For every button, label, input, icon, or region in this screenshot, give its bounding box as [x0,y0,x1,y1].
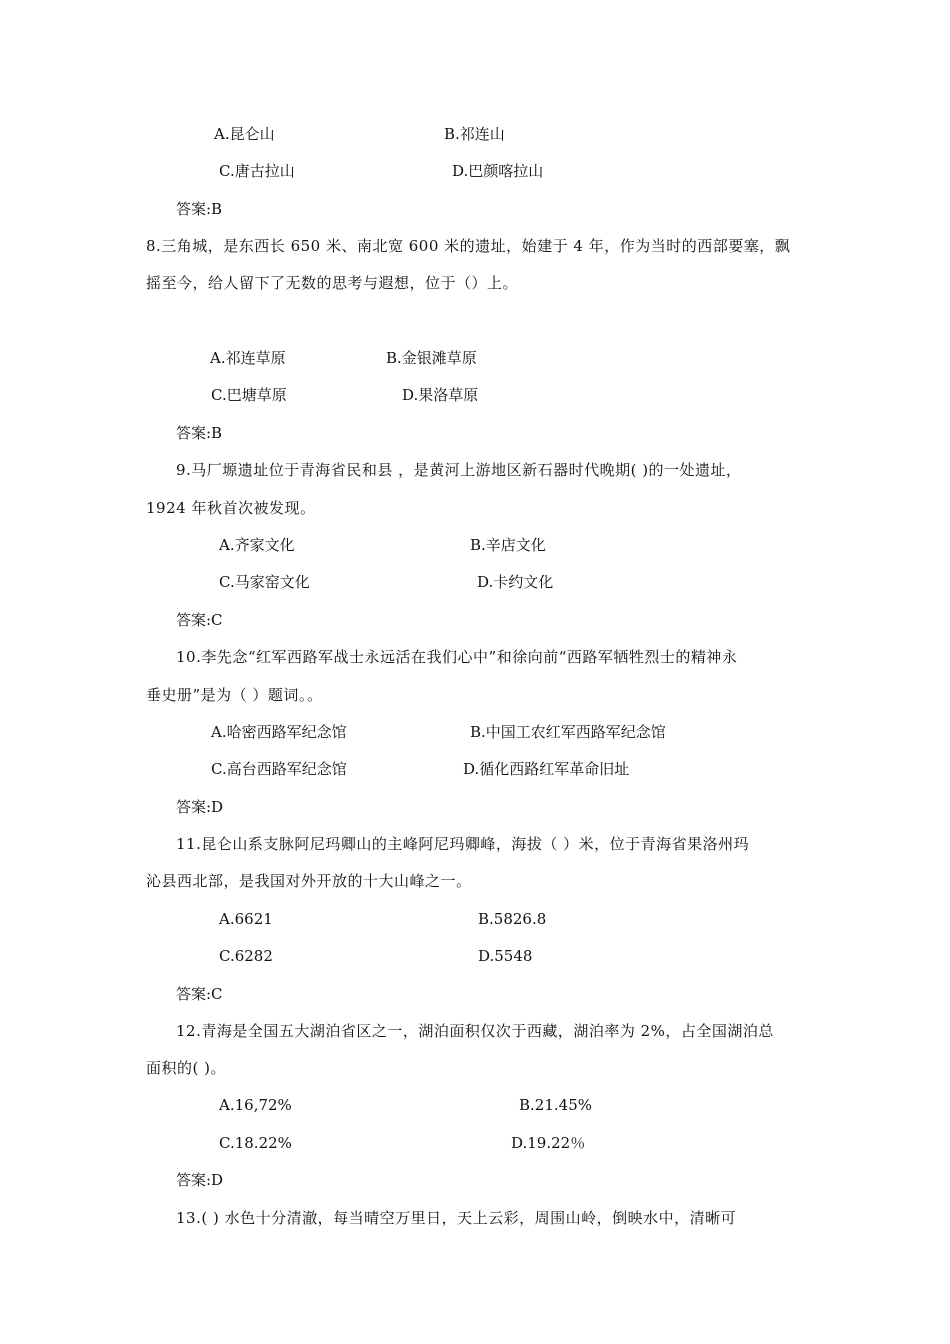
q11-option-d: D.5548 [478,947,533,965]
q9-answer: 答案:C [176,611,223,629]
q13-text-line1: 13.( ) 水色十分清澈，每当晴空万里日，天上云彩，周围山岭，倒映水中，清晰可 [176,1209,737,1227]
q12-text-line2: 面积的( )。 [146,1059,226,1077]
q10-option-a: A.哈密西路军纪念馆 [211,723,347,741]
q10-text-line2: 垂史册”是为（ ）题词。。 [146,686,323,704]
q11-text-line2: 沁县西北部，是我国对外开放的十大山峰之一。 [146,872,472,890]
q12-option-d: D.19.22％ [511,1134,586,1152]
q9-option-b: B.辛店文化 [470,536,546,554]
q8-option-a: A.祁连草原 [210,349,286,367]
q12-option-a: A.16,72% [219,1096,292,1114]
q8-answer: 答案:B [176,424,223,442]
q10-answer: 答案:D [176,798,224,816]
q8-option-c: C.巴塘草原 [211,386,287,404]
q11-option-c: C.6282 [219,947,273,965]
q10-option-b: B.中国工农红军西路军纪念馆 [470,723,666,741]
q7-option-b: B.祁连山 [444,125,505,143]
q12-option-c: C.18.22% [219,1134,292,1152]
q9-option-a: A.齐家文化 [219,536,295,554]
q11-answer: 答案:C [176,985,223,1003]
q12-option-b: B.21.45% [519,1096,592,1114]
q9-text-line2: 1924 年秋首次被发现。 [146,499,316,517]
q10-option-c: C.高台西路军纪念馆 [211,760,347,778]
q8-text-line2: 摇至今，给人留下了无数的思考与遐想，位于（）上。 [146,274,519,292]
q7-option-a: A.昆仑山 [214,125,275,143]
q10-option-d: D.循化西路红军革命旧址 [463,760,630,778]
q8-option-b: B.金银滩草原 [386,349,477,367]
q10-text-line1: 10.李先念“红军西路军战士永远活在我们心中”和徐向前“西路军牺牲烈士的精神永 [176,648,738,666]
q7-answer: 答案:B [176,200,223,218]
q12-text-line1: 12.青海是全国五大湖泊省区之一，湖泊面积仅次于西藏，湖泊率为 2%，占全国湖泊总 [176,1022,774,1040]
q9-text-line1: 9.马厂塬遗址位于青海省民和县 ，是黄河上游地区新石器时代晚期( )的一处遗址， [176,461,742,479]
q12-answer: 答案:D [176,1171,224,1189]
q8-text-line1: 8.三角城，是东西长 650 米、南北宽 600 米的遗址，始建于 4 年，作为当时的西部要塞，飘 [146,237,791,255]
q9-option-c: C.马家窑文化 [219,573,310,591]
q7-option-c: C.唐古拉山 [219,162,295,180]
q9-option-d: D.卡约文化 [477,573,554,591]
q11-option-a: A.6621 [219,910,273,928]
q7-option-d: D.巴颜喀拉山 [452,162,544,180]
q11-option-b: B.5826.8 [478,910,547,928]
q8-option-d: D.果洛草原 [402,386,479,404]
q11-text-line1: 11.昆仑山系支脉阿尼玛卿山的主峰阿尼玛卿峰，海拔（ ）米，位于青海省果洛州玛 [176,835,750,853]
